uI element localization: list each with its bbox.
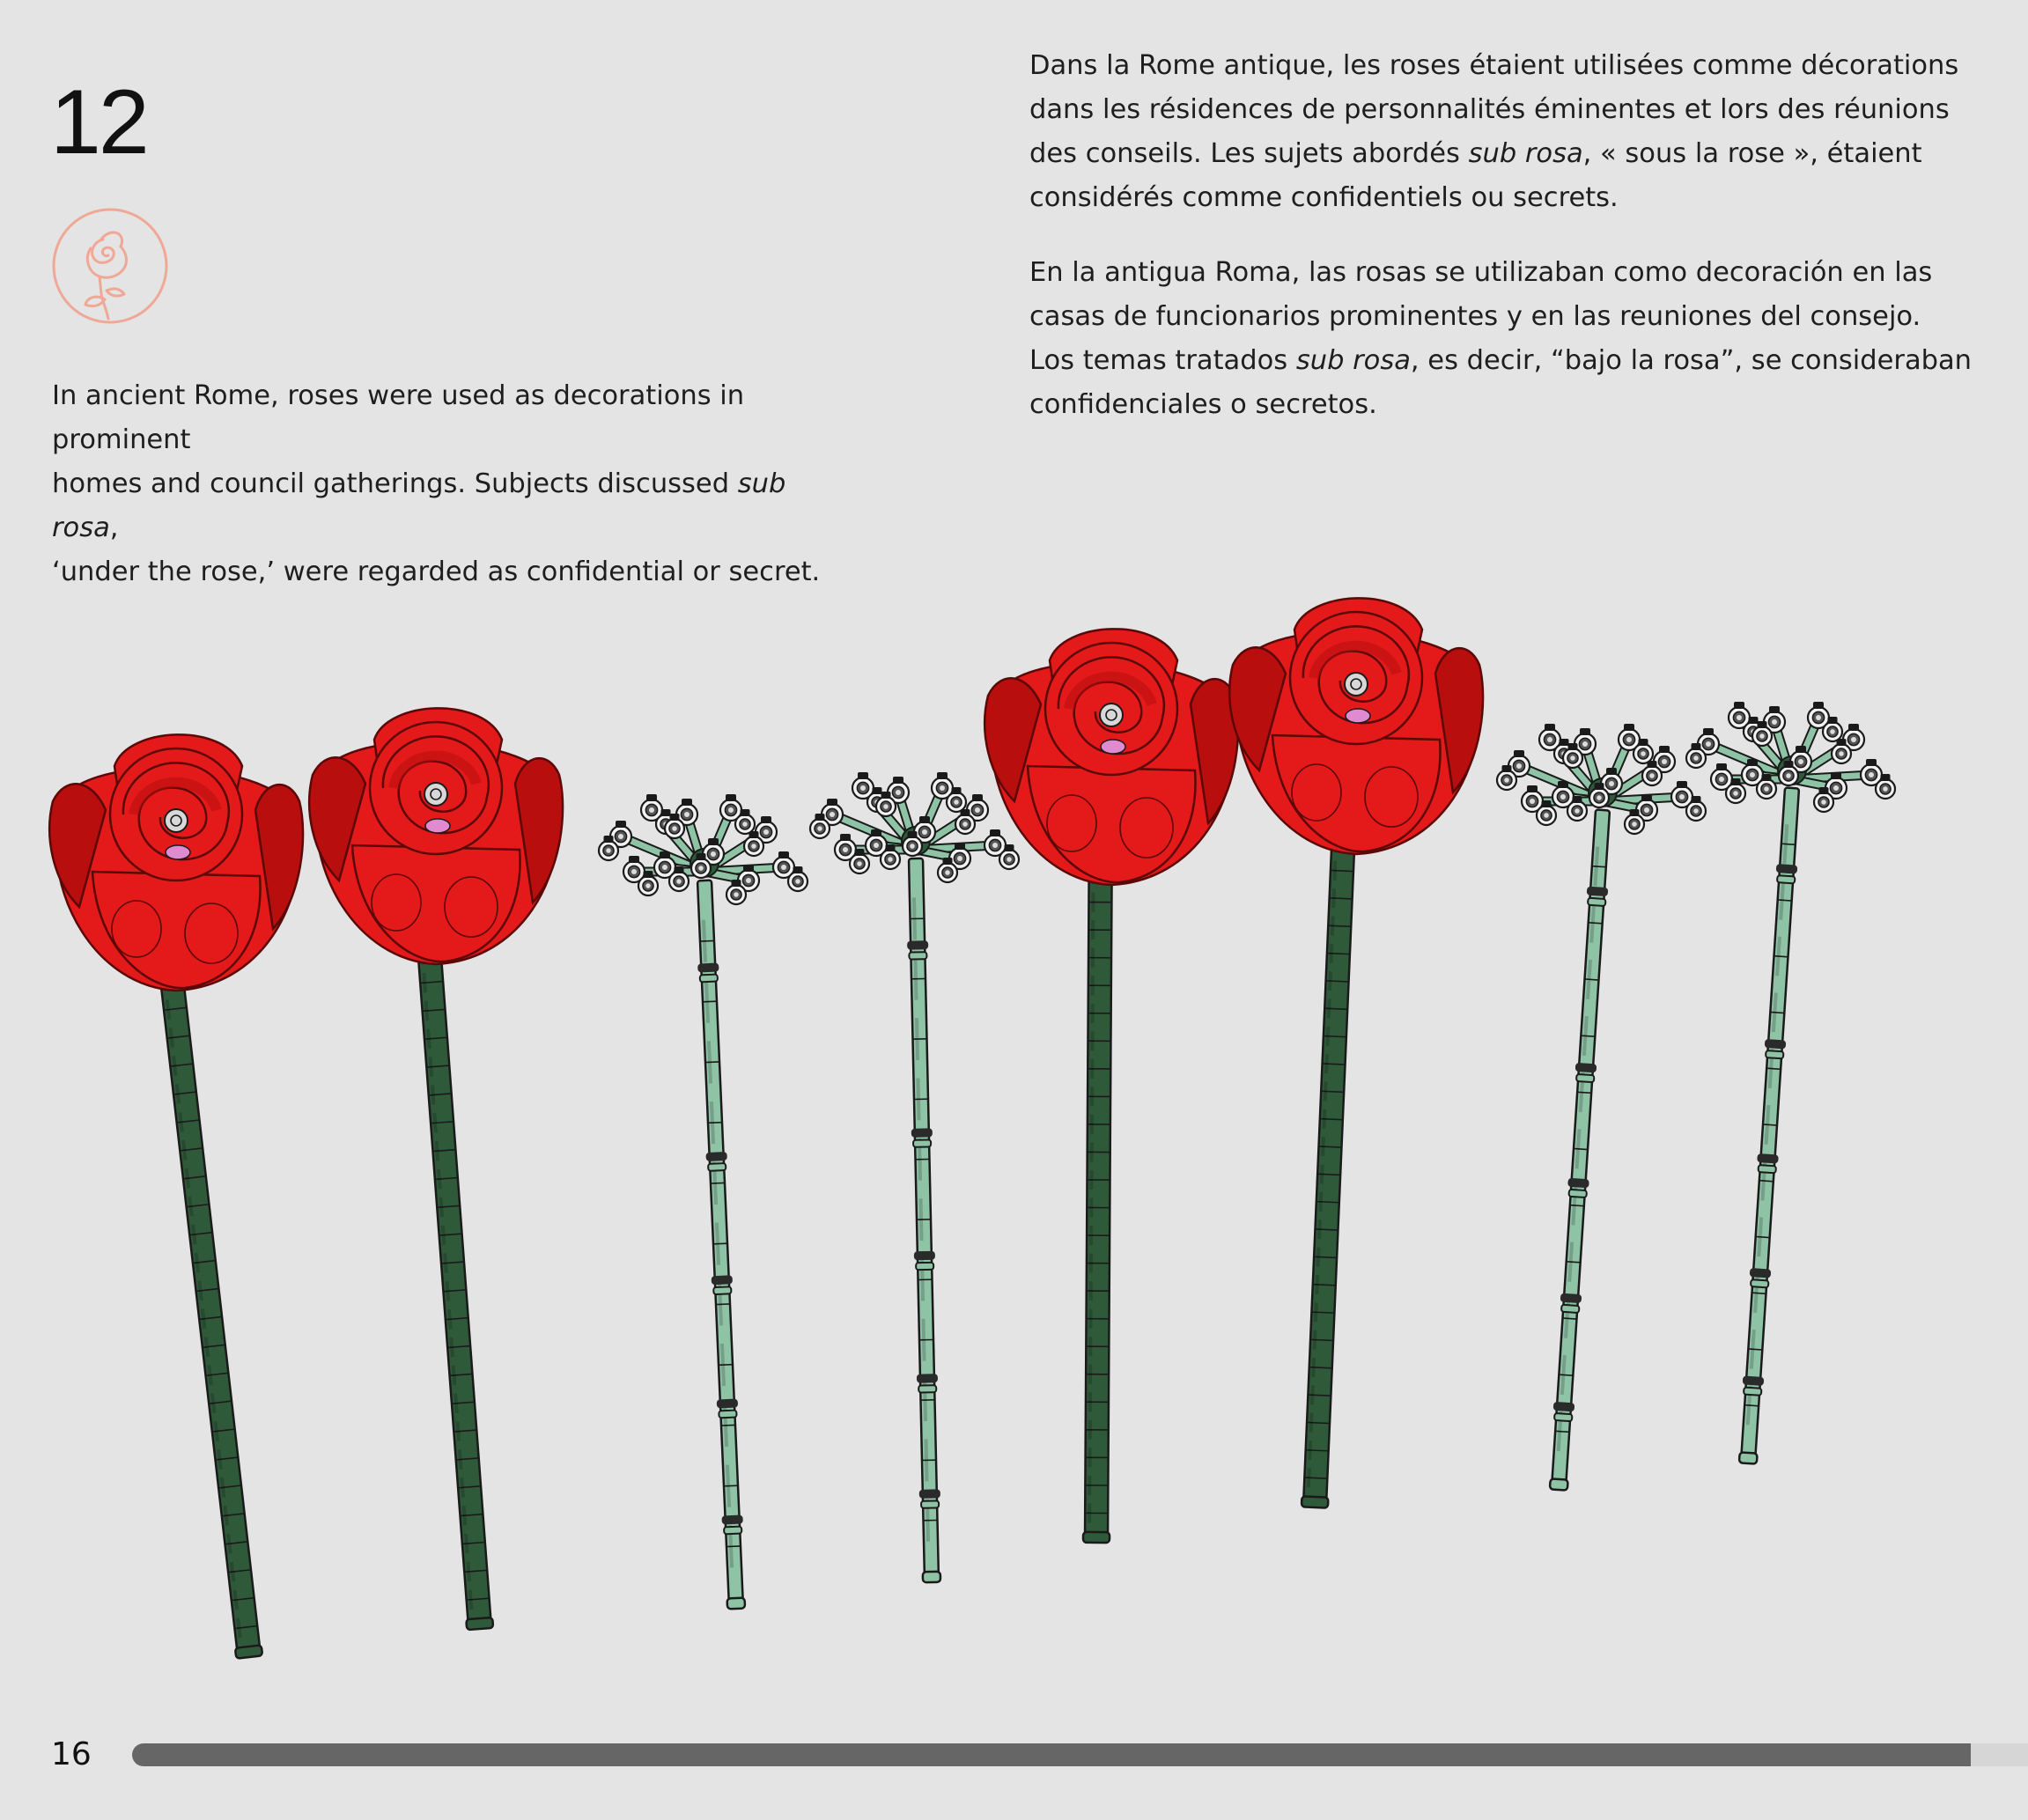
text-line [1029, 339, 1998, 383]
lego-gypsophila [810, 772, 1019, 1582]
text-segment: , « sous la rose », étaient [1582, 138, 1922, 169]
text-segment: , es decir, “bajo la rosa”, se consideraban [1410, 345, 1973, 376]
page-number: 16 [51, 1736, 92, 1772]
lego-gypsophila [1497, 724, 1706, 1491]
lego-rose [309, 708, 563, 1630]
lego-rose [49, 734, 303, 1658]
italic-phrase: sub rosa [1468, 138, 1583, 169]
text-segment: dans les résidences de personnalités éminentes et lors des réunions [1029, 94, 1950, 125]
text-segment: homes and council gatherings. Subjects discussed [52, 468, 738, 499]
page-progress-fill [132, 1743, 1971, 1766]
text-segment: En la antigua Roma, las rosas se utilizaban como decoración en las [1029, 257, 1933, 288]
text-segment: Dans la Rome antique, les roses étaient utilisées comme décorations [1029, 50, 1959, 81]
text-spanish [1029, 251, 1998, 427]
step-number: 12 [50, 71, 147, 173]
lego-gypsophila [599, 794, 808, 1610]
italic-phrase: sub rosa [52, 468, 786, 543]
text-segment: In ancient Rome, roses were used as decorations in prominent [52, 380, 745, 455]
text-segment: confidenciales o secretos. [1029, 389, 1377, 420]
lego-gypsophila [1686, 702, 1895, 1464]
text-line [52, 374, 844, 462]
italic-phrase: sub rosa [1295, 345, 1411, 376]
text-segment: considérés comme confidentiels ou secrets. [1029, 182, 1619, 213]
rose-icon [50, 206, 172, 329]
text-line [1029, 383, 1998, 427]
page-progress-bar [132, 1743, 2028, 1766]
text-line [1029, 44, 1998, 88]
lego-rose [1229, 598, 1483, 1507]
text-line [1029, 132, 1998, 176]
flowers-illustration [0, 519, 2028, 1691]
text-line [1029, 176, 1998, 220]
text-segment: casas de funcionarios prominentes y en las reuniones del consejo. [1029, 301, 1921, 332]
text-segment: , [109, 512, 119, 543]
text-line [1029, 88, 1998, 132]
text-line [1029, 295, 1998, 339]
text-line [1029, 251, 1998, 295]
text-segment: ‘under the rose,’ were regarded as confidential or secret. [52, 556, 821, 587]
lego-rose [985, 629, 1238, 1543]
text-segment: des conseils. Les sujets abordés [1029, 138, 1469, 169]
text-segment: Los temas tratados [1029, 345, 1296, 376]
text-french [1029, 44, 1998, 220]
